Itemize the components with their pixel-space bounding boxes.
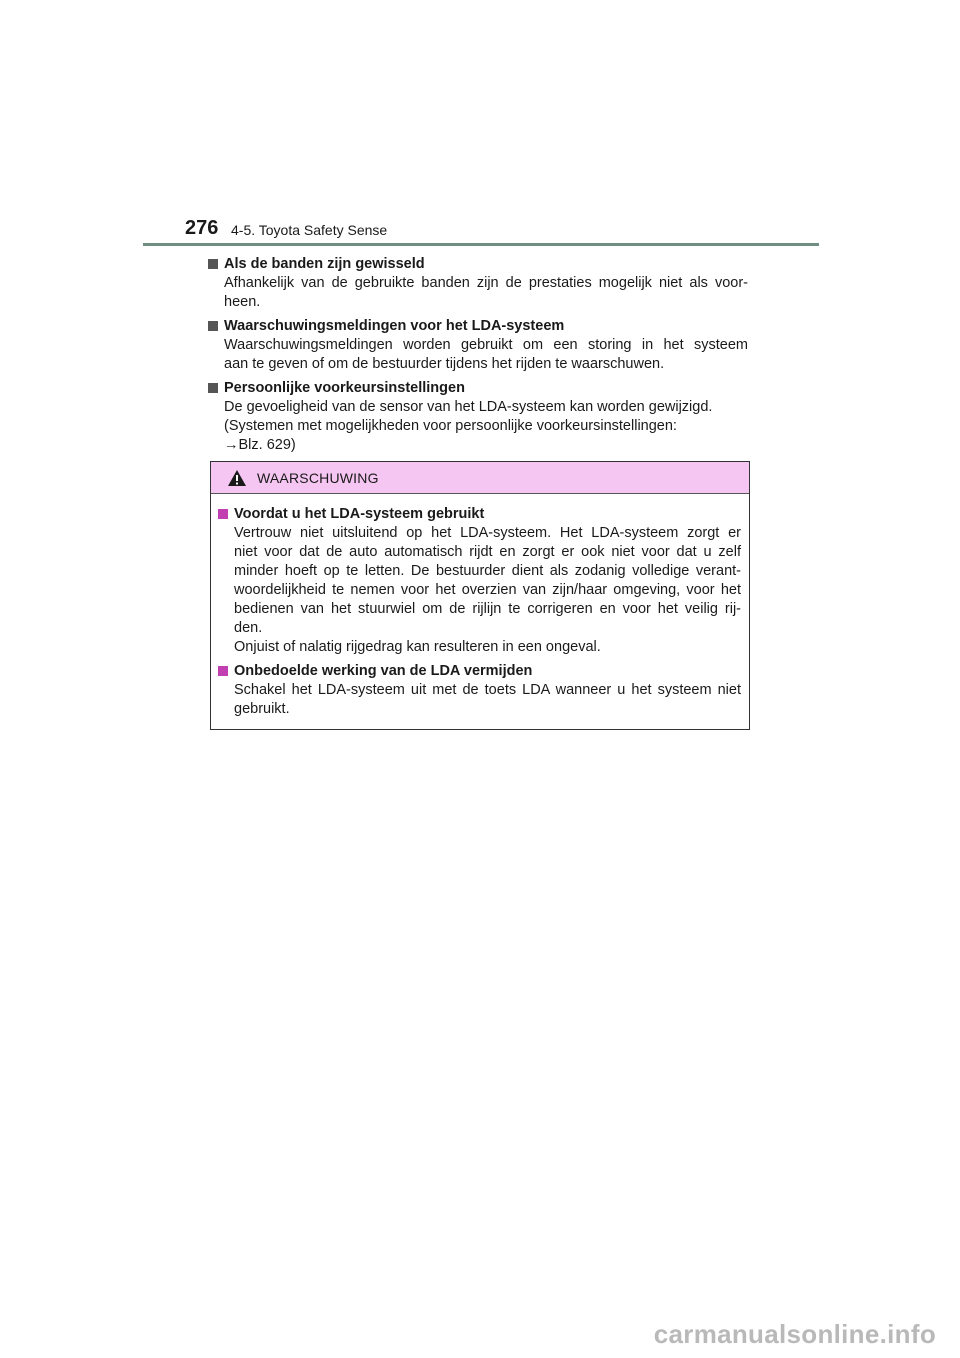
body-line: den.: [234, 620, 263, 636]
body-line: heen.: [224, 294, 261, 310]
header-divider: [143, 243, 819, 246]
page-number: 276: [185, 217, 219, 239]
body-line: Vertrouw niet uitsluitend op het LDA-systeem. Het LDA-systeem zorgt er: [234, 525, 741, 541]
body-line: niet voor dat de auto automatisch rijdt en zorgt er ook niet voor dat u zelf: [234, 544, 741, 560]
body-line: Waarschuwingsmeldingen worden gebruikt om een storing in het systeem: [224, 337, 748, 353]
item-heading: Onbedoelde werking van de LDA vermijden: [234, 663, 533, 679]
square-bullet-icon: [208, 321, 218, 331]
item-heading: Als de banden zijn gewisseld: [224, 256, 425, 272]
body-line: gebruikt.: [234, 701, 290, 717]
warning-body: [211, 494, 749, 719]
body-line: Schakel het LDA-systeem uit met de toets LDA wanneer u het systeem niet: [234, 682, 741, 698]
body-line: minder hoeft op te letten. De bestuurder dient als zodanig volledige verant-: [234, 563, 741, 579]
warning-title: WAARSCHUWING: [257, 469, 379, 486]
section-title: 4-5. Toyota Safety Sense: [231, 222, 388, 238]
square-bullet-icon: [208, 259, 218, 269]
info-item-warnings: [208, 316, 748, 374]
warning-box: [210, 461, 750, 730]
item-heading: Persoonlijke voorkeursinstellingen: [224, 380, 465, 396]
warning-triangle-icon: [227, 469, 247, 487]
main-content: [208, 254, 748, 459]
body-line: Onjuist of nalatig rijgedrag kan resulteren in een ongeval.: [234, 639, 601, 655]
page-reference-link[interactable]: →Blz. 629): [224, 437, 296, 453]
body-line: aan te geven of om de bestuurder tijdens het rijden te waarschuwen.: [224, 356, 665, 372]
square-bullet-icon: [218, 509, 228, 519]
item-heading: Voordat u het LDA-systeem gebruikt: [234, 506, 485, 522]
body-line: woordelijkheid te nemen voor het overzien van zijn/haar omgeving, voor het: [234, 582, 741, 598]
body-line: (Systemen met mogelijkheden voor persoonlijke voorkeursinstellingen:: [224, 418, 677, 434]
warning-item-unintended-operation: [218, 661, 741, 719]
warning-item-before-use: [218, 504, 741, 657]
info-item-tires: [208, 254, 748, 312]
square-bullet-icon: [208, 383, 218, 393]
body-line: Afhankelijk van de gebruikte banden zijn de prestaties mogelijk niet als voor-: [224, 275, 748, 291]
warning-header: [211, 462, 749, 494]
info-item-preferences: [208, 378, 748, 455]
body-line: De gevoeligheid van de sensor van het LDA-systeem kan worden gewijzigd.: [224, 399, 713, 415]
watermark: carmanualsonline.info: [653, 1319, 936, 1349]
body-line: bedienen van het stuurwiel om de rijlijn te corrigeren en voor het veilig rij-: [234, 601, 741, 617]
square-bullet-icon: [218, 666, 228, 676]
item-heading: Waarschuwingsmeldingen voor het LDA-systeem: [224, 318, 565, 334]
